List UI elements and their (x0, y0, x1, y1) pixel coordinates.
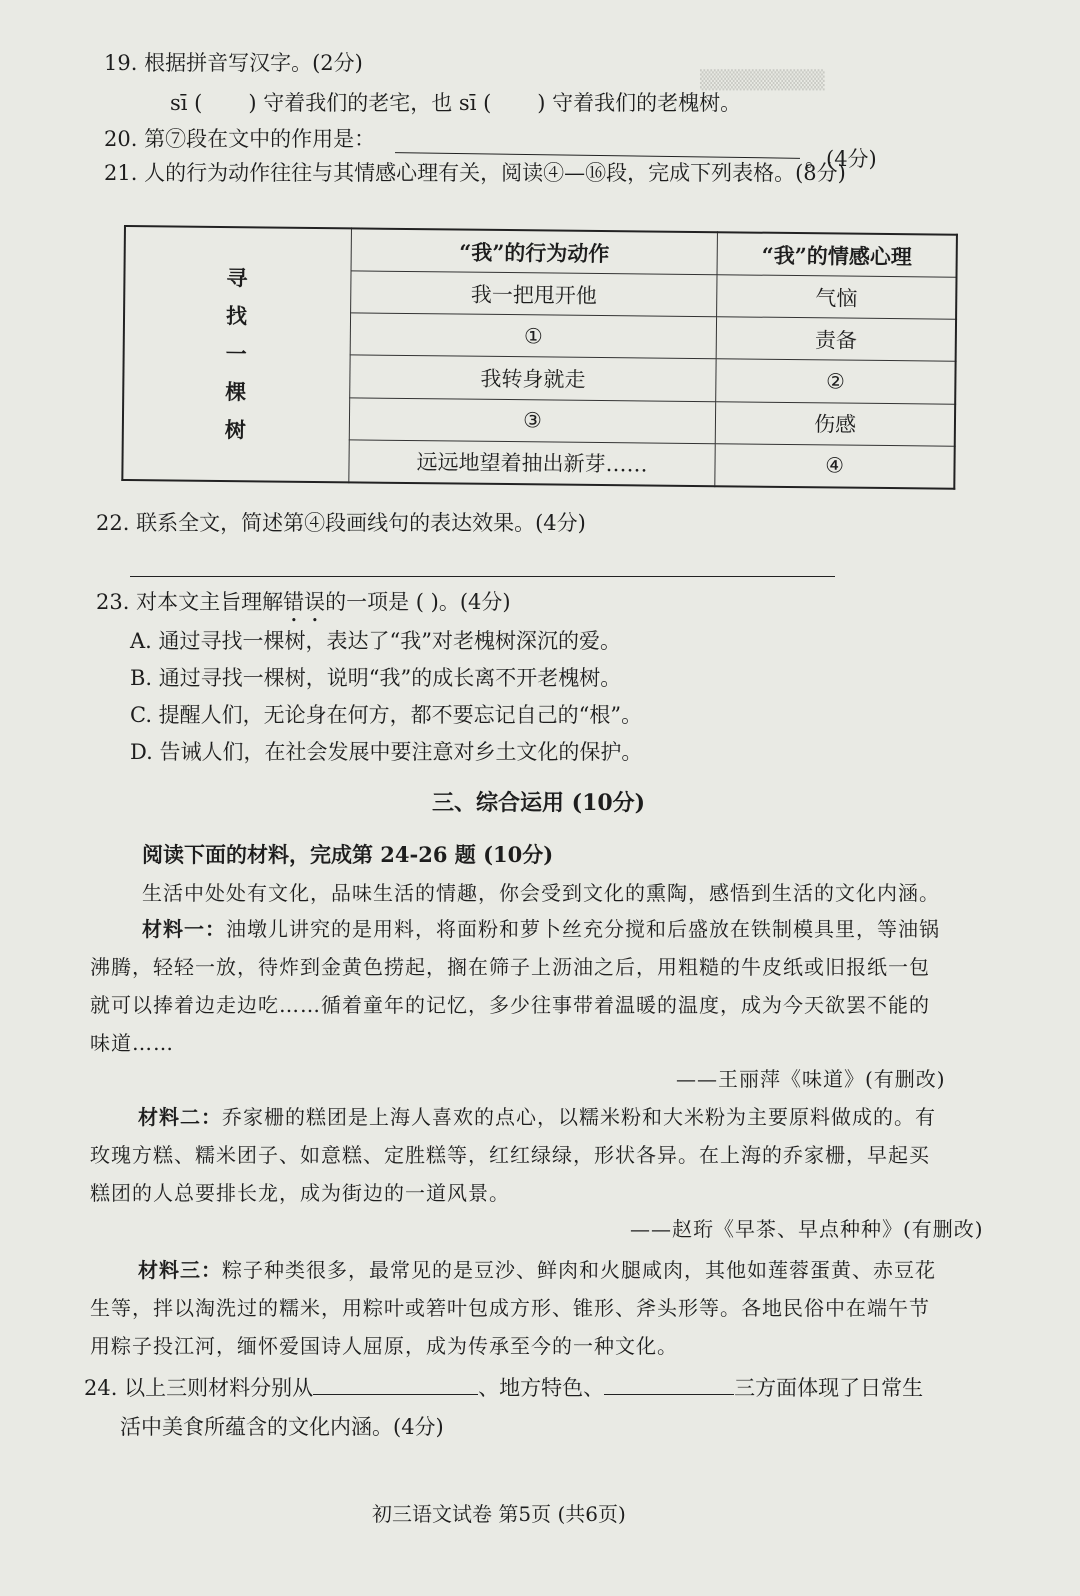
table-cell-emotion: 气恼 (717, 275, 957, 320)
bleed-through: ▒▒▒▒▒▒▒▒▒ (700, 70, 825, 91)
material-2-line-1 (138, 1102, 936, 1132)
question-19: 19. 根据拼音写汉字。(2分) (104, 51, 363, 75)
material-2-line-3: 糕团的人总要排长龙，成为街边的一道风景。 (90, 1181, 510, 1205)
behavior-emotion-table (121, 225, 958, 490)
material-3-text: 粽子种类很多，最常见的是豆沙、鲜肉和火腿咸肉，其他如莲蓉蛋黄、赤豆花 (222, 1258, 936, 1282)
table-cell-action: 我一把甩开他 (351, 271, 718, 317)
material-3-line-2: 生等，拌以淘洗过的糯米，用粽叶或箬叶包成方形、锥形、斧头形等。各地民俗中在端午节 (90, 1296, 930, 1320)
row-label-char: 找 (225, 303, 250, 329)
material-1-line-3: 就可以捧着边走边吃……循着童年的记忆，多少往事带着温暖的温度，成为今天欲罢不能的 (90, 993, 930, 1017)
table-cell-emotion-blank-2[interactable]: ② (716, 359, 956, 404)
material-1-line-4: 味道…… (90, 1031, 174, 1055)
material-1-label: 材料一： (142, 917, 226, 941)
question-19-sentence (170, 88, 741, 118)
table-row-label (122, 226, 351, 482)
material-3-line-3: 用粽子投江河，缅怀爱国诗人屈原，成为传承至今的一种文化。 (90, 1334, 678, 1358)
section-3-title: 三、综合运用 (10分) (432, 790, 646, 816)
section-3-intro: 生活中处处有文化，品味生活的情趣，你会受到文化的熏陶，感悟到生活的文化内涵。 (142, 881, 940, 905)
question-20: 20. 第⑦段在文中的作用是： (104, 127, 376, 151)
q23-option-c[interactable]: C. 提醒人们，无论身在何方，都不要忘记自己的“根”。 (130, 703, 643, 727)
q22-answer-line[interactable] (130, 576, 835, 577)
page-footer: 初三语文试卷 第5页 (共6页) (372, 1502, 626, 1526)
question-23 (96, 587, 511, 627)
material-1-source: ——王丽萍《味道》(有删改) (676, 1067, 946, 1091)
material-2-text: 乔家栅的糕团是上海人喜欢的点心，以糯米粉和大米粉为主要原料做成的。有 (222, 1105, 936, 1129)
q24-blank-1[interactable] (313, 1372, 478, 1395)
question-22: 22. 联系全文，简述第④段画线句的表达效果。(4分) (96, 511, 586, 535)
table-header-emotion: “我”的情感心理 (717, 232, 957, 277)
q24-text-2: 、地方特色、 (478, 1376, 605, 1400)
q23-option-a[interactable]: A. 通过寻找一棵树，表达了“我”对老槐树深沉的爱。 (130, 629, 621, 653)
table-cell-action: 远远地望着抽出新芽…… (349, 440, 716, 487)
q23-text-2: 的一项是 ( )。(4分) (325, 590, 511, 614)
table-cell-action: 我转身就走 (350, 355, 717, 401)
table-cell-action-blank-1[interactable]: ① (350, 313, 717, 359)
q23-option-d[interactable]: D. 告诫人们，在社会发展中要注意对乡土文化的保护。 (130, 740, 643, 764)
q20-score: 。(4分) (805, 147, 877, 171)
q19-part2: ) 守着我们的老宅，也 sī ( (248, 91, 492, 115)
q24-blank-2[interactable] (604, 1372, 734, 1395)
q23-emphasis: 错误 (283, 590, 326, 614)
section-3-instruction: 阅读下面的材料，完成第 24-26 题 (10分) (142, 842, 554, 867)
material-1-text: 油墩儿讲究的是用料，将面粉和萝卜丝充分搅和后盛放在铁制模具里，等油锅 (226, 917, 940, 941)
question-24-line-2: 活中美食所蕴含的文化内涵。(4分) (120, 1415, 444, 1439)
table-cell-action-blank-3[interactable]: ③ (349, 397, 716, 443)
table-header-action: “我”的行为动作 (351, 228, 718, 275)
row-label-char: 一 (225, 341, 249, 367)
q24-text-1: 24. 以上三则材料分别从 (84, 1376, 314, 1400)
table-cell-emotion-blank-4[interactable]: ④ (715, 443, 955, 488)
material-2-label: 材料二： (138, 1105, 222, 1129)
material-3-label: 材料三： (138, 1258, 222, 1282)
q19-part1: sī ( (170, 91, 203, 115)
material-1-line-2: 沸腾，轻轻一放，待炸到金黄色捞起，搁在筛子上沥油之后，用粗糙的牛皮纸或旧报纸一包 (90, 955, 930, 979)
row-label-char: 树 (224, 417, 248, 443)
q24-text-3: 三方面体现了日常生 (734, 1376, 924, 1400)
table-cell-emotion: 伤感 (715, 401, 955, 446)
question-24 (84, 1372, 923, 1403)
q19-part3: ) 守着我们的老槐树。 (537, 91, 742, 115)
row-label-char: 寻 (226, 265, 250, 291)
q23-text-1: 23. 对本文主旨理解 (96, 590, 284, 614)
material-1-line-1 (142, 914, 940, 944)
material-2-line-2: 玫瑰方糕、糯米团子、如意糕、定胜糕等，红红绿绿，形状各异。在上海的乔家栅，早起买 (90, 1143, 930, 1167)
material-2-source: ——赵珩《早茶、早点种种》(有删改) (630, 1217, 984, 1241)
material-3-line-1 (138, 1255, 936, 1285)
question-21: 21. 人的行为动作往往与其情感心理有关，阅读④—⑯段，完成下列表格。(8分) (104, 161, 846, 185)
row-label-char: 棵 (225, 379, 249, 405)
q23-option-b[interactable]: B. 通过寻找一棵树，说明“我”的成长离不开老槐树。 (130, 666, 622, 690)
table-cell-emotion: 责备 (716, 317, 956, 362)
